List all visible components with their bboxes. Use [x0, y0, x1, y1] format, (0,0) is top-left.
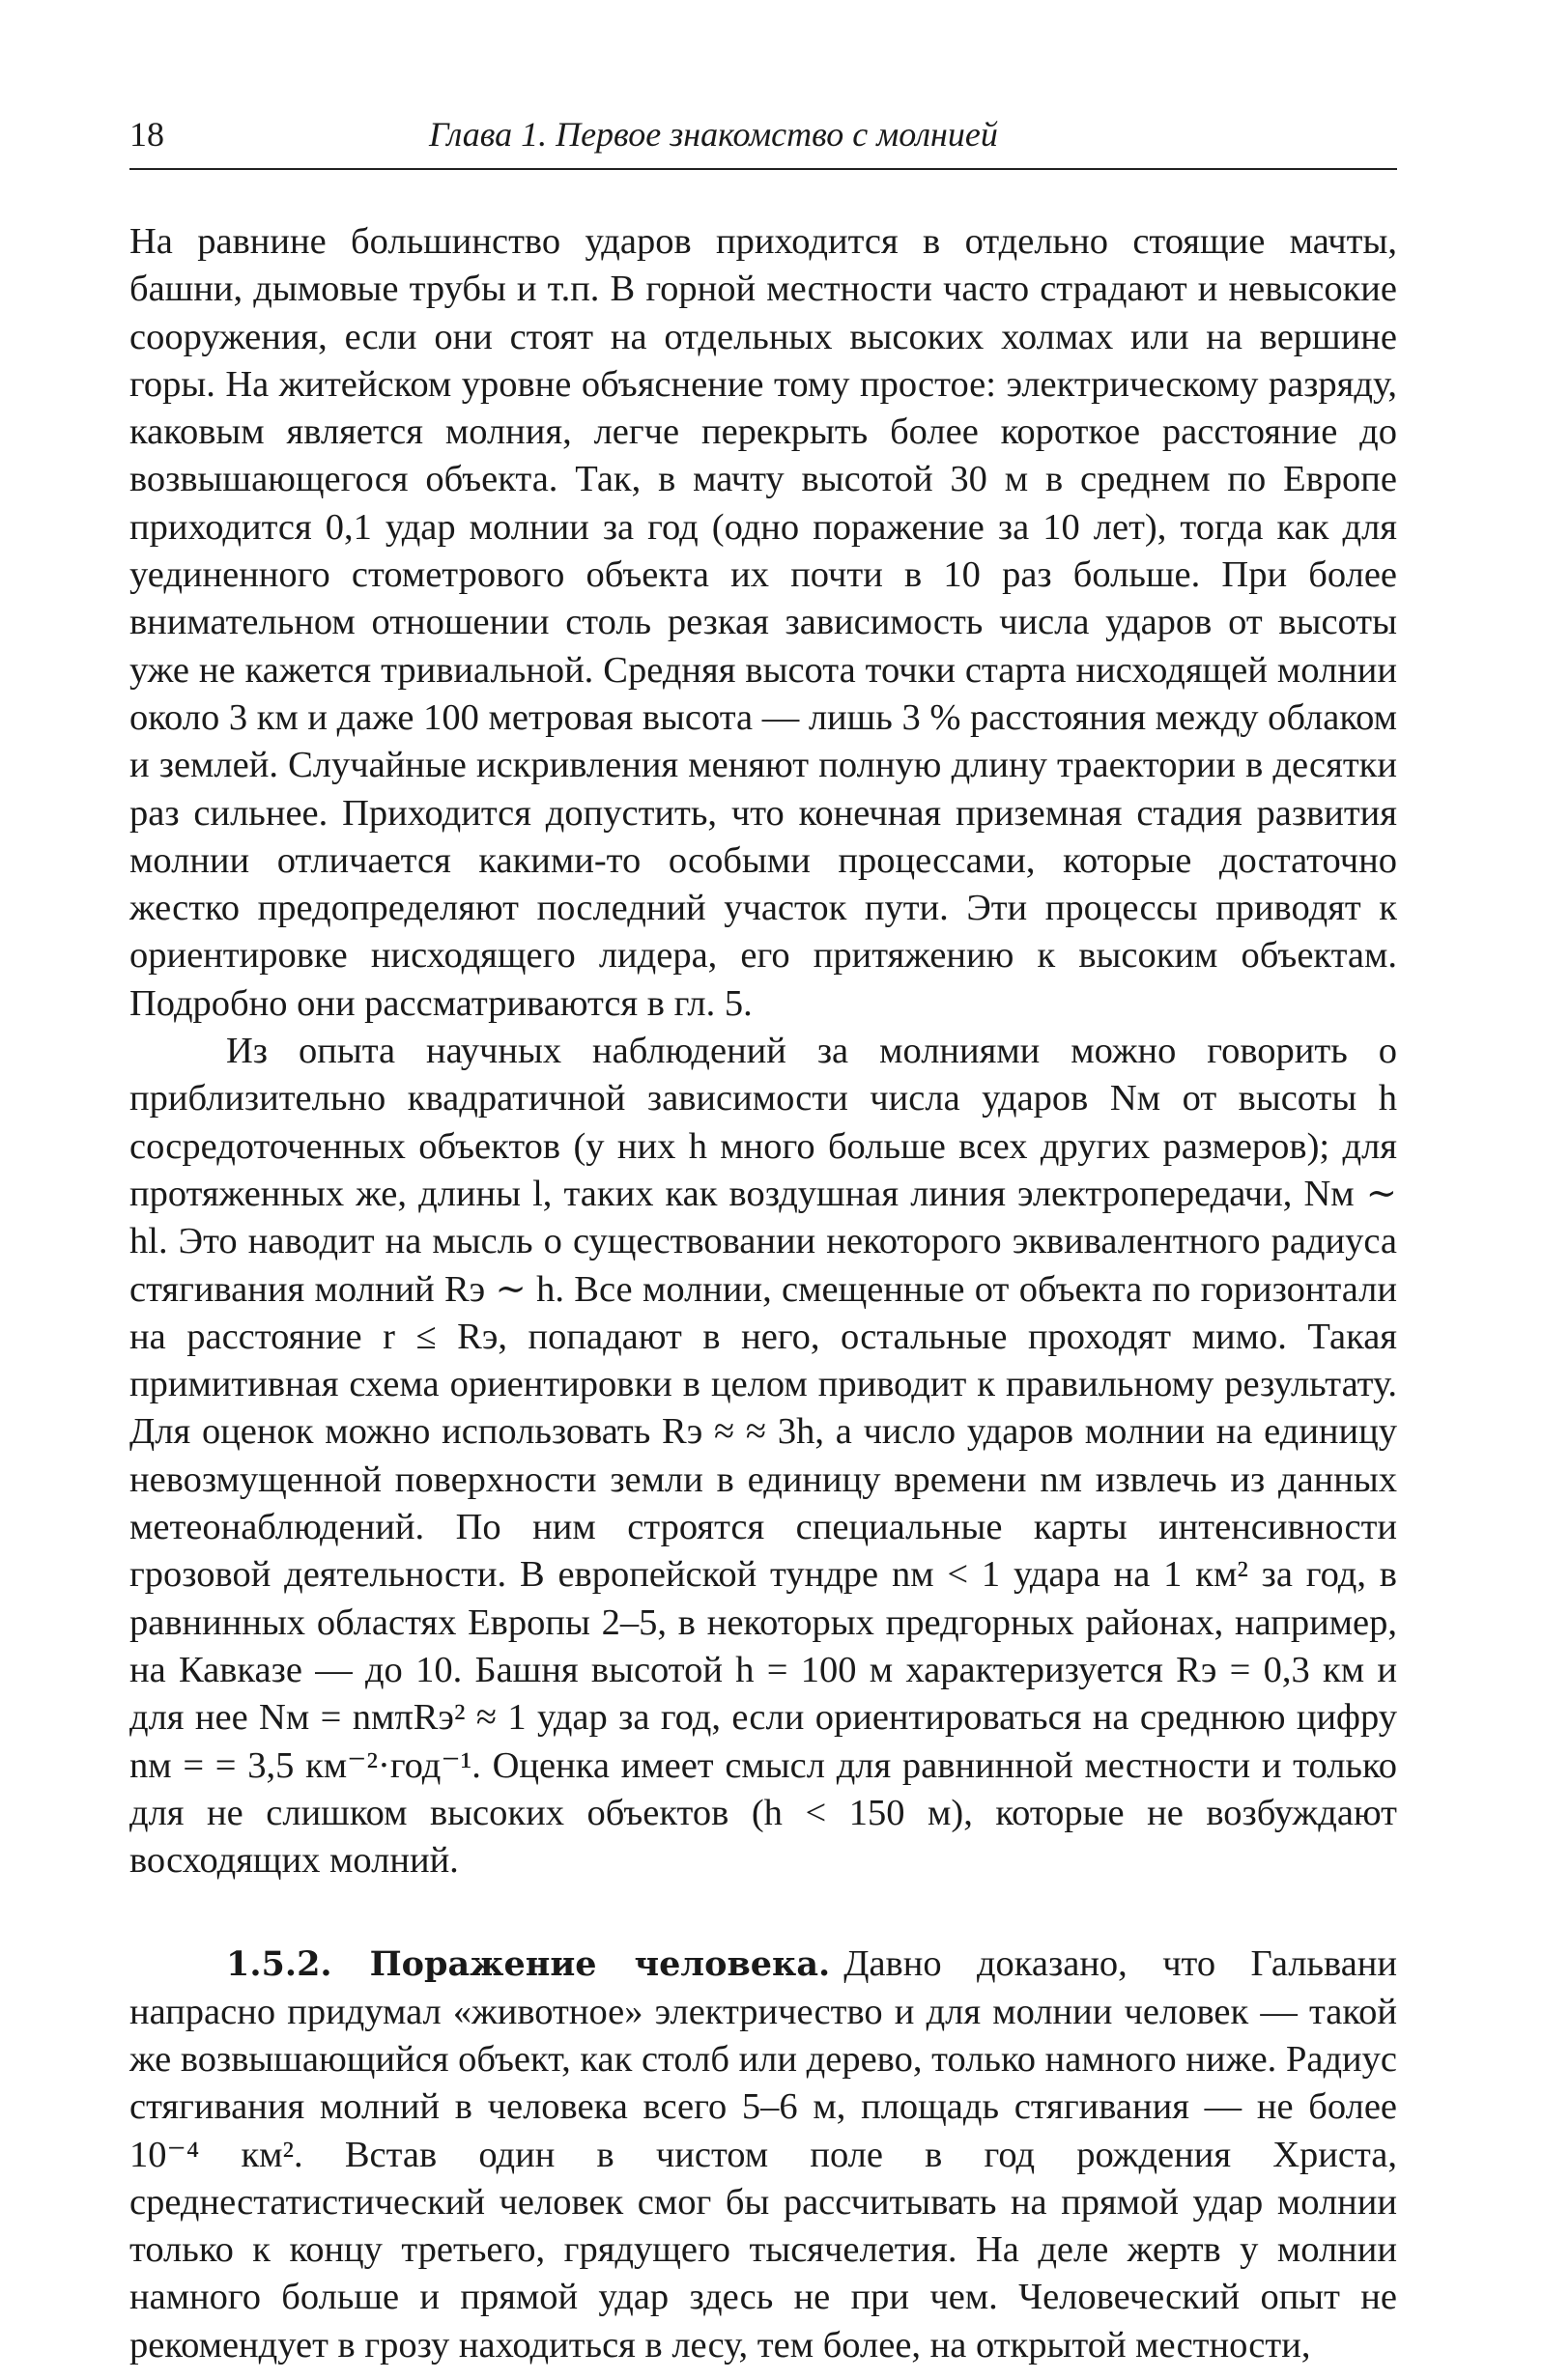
body-text — [129, 218, 1397, 2369]
paragraph-2: Из опыта научных наблюдений за молниями можно говорить о приблизительно квадратичной зависимости числа ударов Nм от высоты h сосредоточенных объектов (у них h много больше всех других размеров); для протяженных же, длины l, таких как воздушная линия электропередачи, Nм ∼ hl. Это наводит на мысль о существовании некоторого эквивалентного радиуса стягивания молний Rэ ∼ h. Все молнии, смещенные от объекта по горизонтали на расстояние r ≤ Rэ, попадают в него, остальные проходят мимо. Такая примитивная схема ориентировки в целом приводит к правильному результату. Для оценок можно использовать Rэ ≈ ≈ 3h, а число ударов молнии на единицу невозмущенной поверхности земли в единицу времени nм извлечь из данных метеонаблюдений. По ним строятся специальные карты интенсивности грозовой деятельности. В европейской тундре nм < 1 удара на 1 км² за год, в равнинных областях Европы 2–5, в некоторых предгорных районах, например, на Кавказе — до 10. Башня высотой h = 100 м характеризуется Rэ = 0,3 км и для нее Nм = nмπRэ² ≈ 1 удар за год, если ориентироваться на среднюю цифру nм = = 3,5 км⁻²·год⁻¹. Оценка имеет смысл для равнинной местности и только для не слишком высоких объектов (h < 150 м), которые не возбуждают восходящих молний. — [129, 1031, 1397, 1882]
running-title: Глава 1. Первое знакомство с молнией — [429, 115, 998, 154]
section-paragraph — [129, 1941, 1397, 2369]
page-header — [129, 114, 1397, 162]
header-rule — [129, 168, 1397, 170]
section-text: Давно доказано, что Гальвани напрасно придумал «животное» электричество и для молнии человек — такой же возвышающийся объект, как столб или дерево, только намного ниже. Радиус стягивания молний в человека всего 5–6 м, площадь стягивания — не более 10⁻⁴ км². Встав один в чистом поле в год рождения Христа, среднестатистический человек смог бы рассчитывать на прямой удар молнии только к концу третьего, грядущего тысячелетия. На деле жертв у молнии намного больше и прямой удар здесь не при чем. Человеческий опыт не рекомендует в грозу находиться в лесу, тем более, на открытой местности, — [129, 1943, 1397, 2366]
section-heading: 1.5.2. Поражение человека. — [226, 1944, 831, 1985]
page-number: 18 — [129, 115, 164, 154]
paragraph-1: На равнине большинство ударов приходится в отдельно стоящие мачты, башни, дымовые трубы и т.п. В горной местности часто страдают и невысокие сооружения, если они стоят на отдельных высоких холмах или на вершине горы. На житейском уровне объяснение тому простое: электрическому разряду, каковым является молния, легче перекрыть более короткое расстояние до возвышающегося объекта. Так, в мачту высотой 30 м в среднем по Европе приходится 0,1 удар молнии за год (одно поражение за 10 лет), тогда как для уединенного стометрового объекта их почти в 10 раз больше. При более внимательном отношении столь резкая зависимость числа ударов от высоты уже не кажется тривиальной. Средняя высота точки старта нисходящей молнии около 3 км и даже 100 метровая высота — лишь 3 % расстояния между облаком и землей. Случайные искривления меняют полную длину траектории в десятки раз сильнее. Приходится допустить, что конечная приземная стадия развития молнии отличается какими-то особыми процессами, которые достаточно жестко предопределяют последний участок пути. Эти процессы приводят к ориентировке нисходящего лидера, его притяжению к высоким объектам. Подробно они рассматриваются в гл. 5. — [129, 221, 1397, 1024]
book-page — [129, 114, 1397, 2366]
